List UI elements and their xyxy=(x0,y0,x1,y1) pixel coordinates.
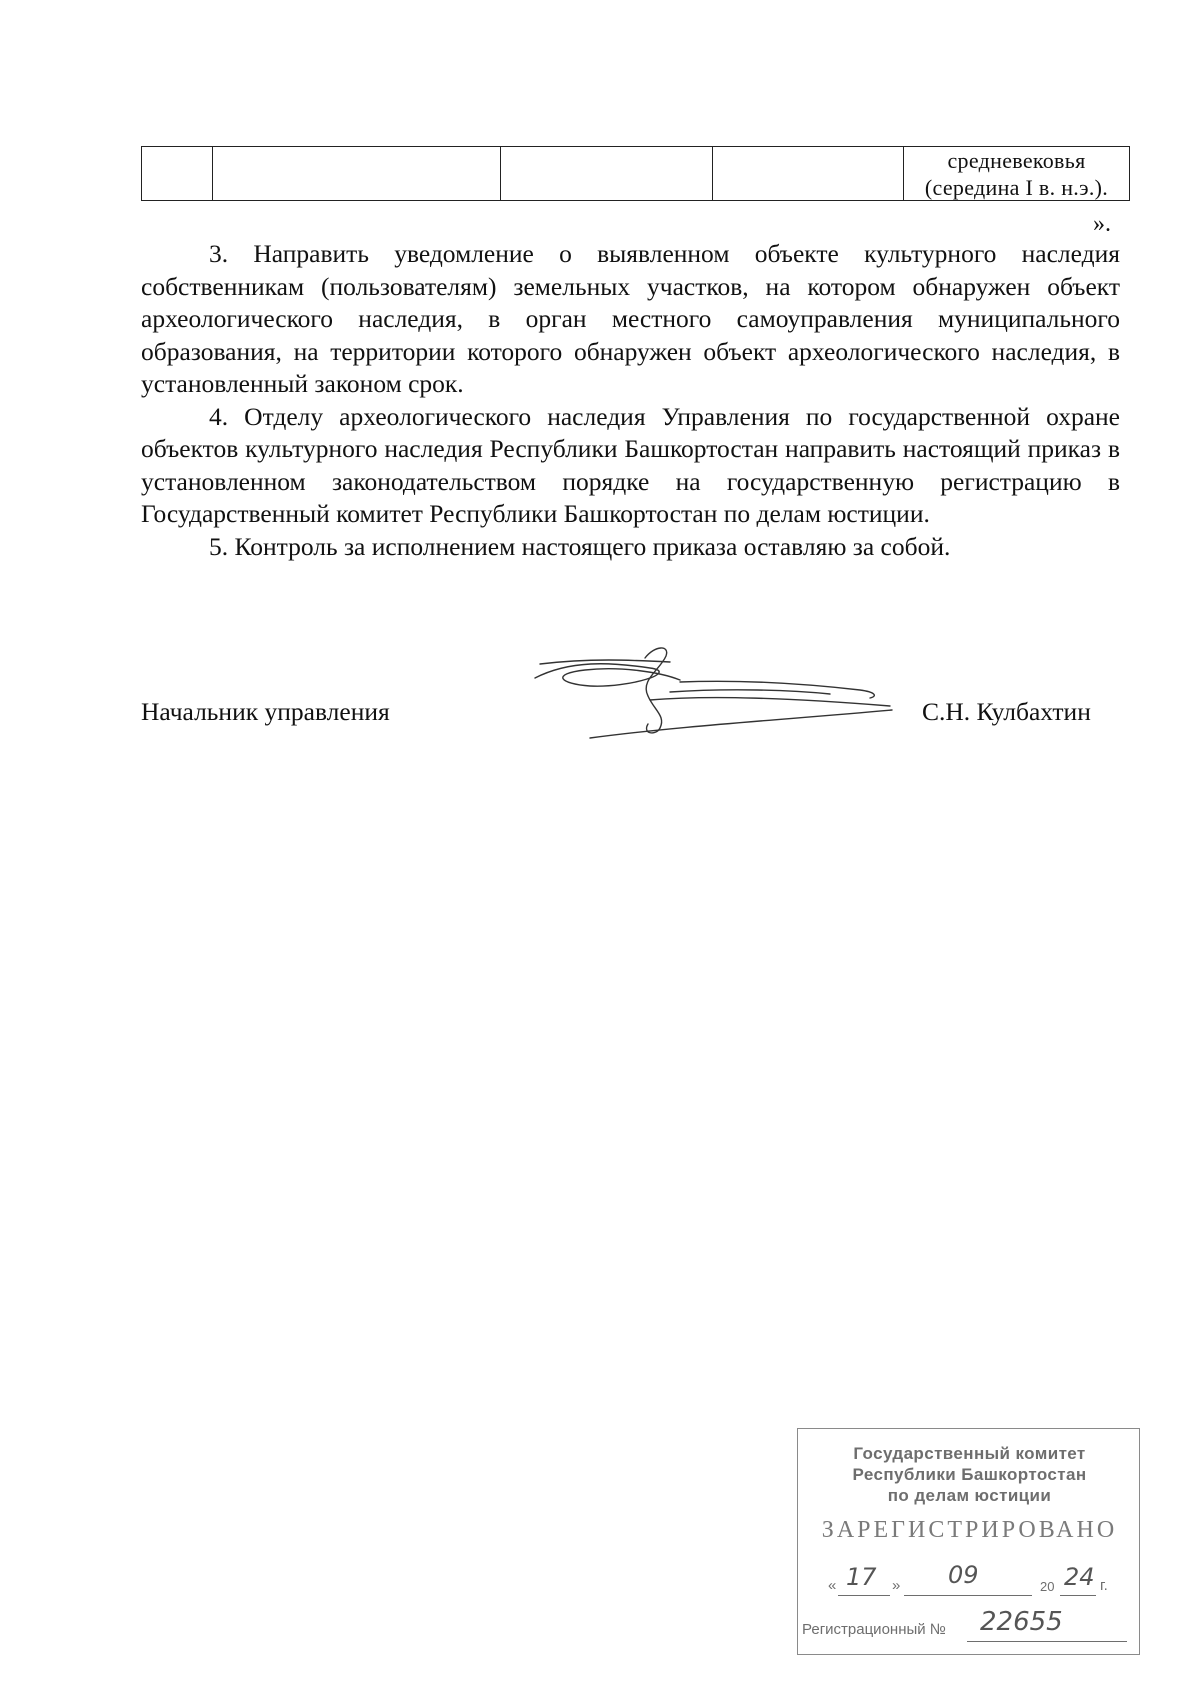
table-cell xyxy=(501,147,713,200)
table-fragment xyxy=(141,146,1130,201)
stamp-year-unit: г. xyxy=(1100,1577,1108,1594)
table-cell-period xyxy=(904,147,1129,200)
stamp-registered-label: ЗАРЕГИСТРИРОВАНО xyxy=(821,1517,1118,1543)
table-cell xyxy=(213,147,501,200)
handwritten-signature xyxy=(530,640,910,740)
stamp-day: 17 xyxy=(846,1563,877,1591)
stamp-number-line xyxy=(967,1641,1127,1642)
stamp-org-line: Государственный комитет xyxy=(853,1444,1086,1463)
stamp-organization xyxy=(798,1443,1141,1506)
table-cell xyxy=(142,147,213,200)
paragraph-4: 4. Отделу археологического наследия Управления по государственной охране объектов культурного наследия Республики Башкортостан направить настоящий приказ в установленном законодательством порядке на государственную регистрацию в Государственный комитет Республики Башкортостан по делам юстиции. xyxy=(141,401,1120,528)
stamp-quote-close: » xyxy=(892,1577,901,1594)
stamp-day-line xyxy=(838,1595,890,1596)
paragraph-3: 3. Направить уведомление о выявленном объекте культурного наследия собственникам (пользователям) земельных участков, на котором обнаружен объект археологического наследия, в орган местного самоуправления муниципального образования, на территории которого обнаружен объект археологического наследия, в установленный законом срок. xyxy=(141,239,1120,398)
table-cell-line: (середина I в. н.э.). xyxy=(924,175,1109,200)
signatory-position: Начальник управления xyxy=(141,697,390,726)
signatory-name: С.Н. Кулбахтин xyxy=(922,697,1091,726)
closing-quote: ». xyxy=(1093,211,1111,237)
table-cell xyxy=(713,147,904,200)
registration-stamp xyxy=(797,1428,1140,1655)
table-cell-line: средневековья xyxy=(947,148,1086,173)
stamp-reg-number: 22655 xyxy=(980,1607,1063,1637)
body-text xyxy=(141,238,1120,563)
stamp-org-line: по делам юстиции xyxy=(887,1486,1052,1505)
stamp-quote-open: « xyxy=(828,1577,837,1594)
stamp-month: 09 xyxy=(948,1561,979,1589)
stamp-year-prefix: 20 xyxy=(1040,1579,1055,1594)
stamp-year-suffix: 24 xyxy=(1064,1563,1095,1591)
stamp-reg-label: Регистрационный № xyxy=(802,1621,946,1638)
stamp-year-line xyxy=(1060,1595,1096,1596)
stamp-org-line: Республики Башкортостан xyxy=(852,1465,1087,1484)
paragraph-5: 5. Контроль за исполнением настоящего приказа оставляю за собой. xyxy=(209,531,951,561)
stamp-month-line xyxy=(904,1595,1032,1596)
stamp-date-row xyxy=(828,1561,1128,1599)
